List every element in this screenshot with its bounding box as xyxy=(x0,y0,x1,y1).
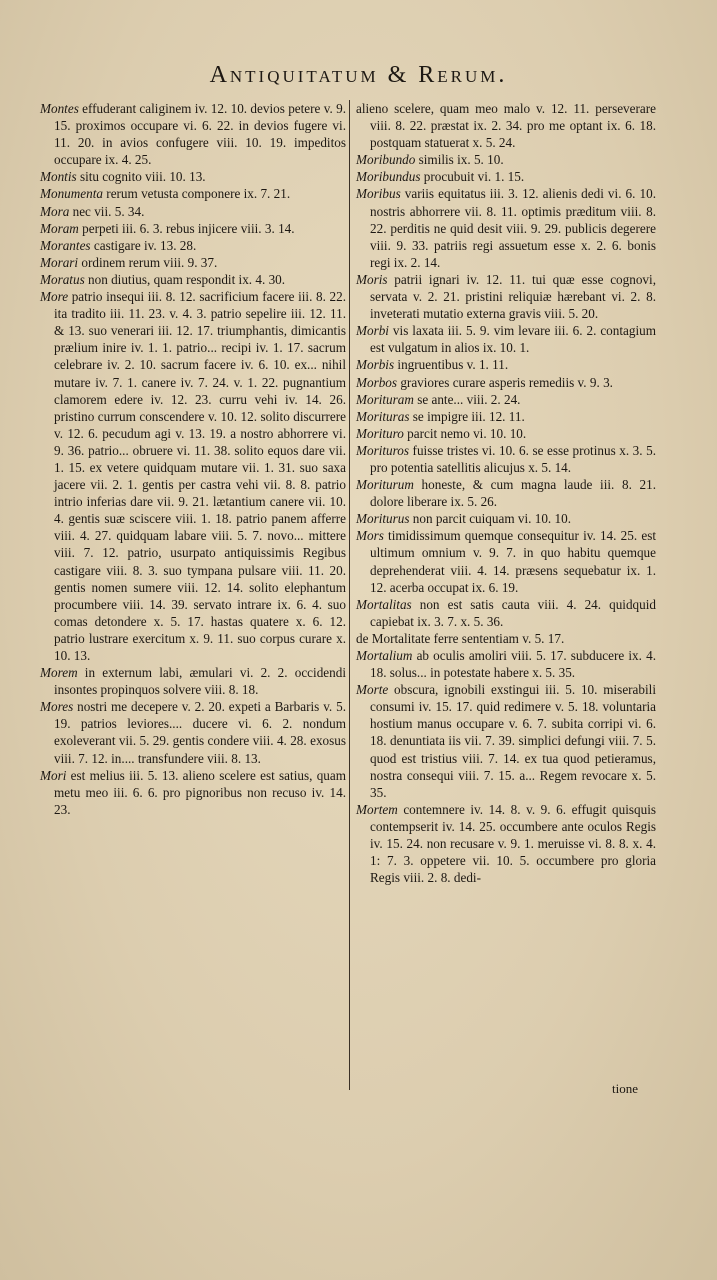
entry-headword: Morituram xyxy=(356,391,414,407)
entry-references: est melius iii. 5. 13. alieno scelere est satius, quam metu meo iii. 6. 6. pro pignoribus non recuso iv. 14. 23. xyxy=(54,767,346,817)
index-entry xyxy=(40,220,346,237)
index-entry xyxy=(356,510,656,527)
entry-references: parcit nemo vi. 10. 10. xyxy=(403,425,527,441)
index-entry xyxy=(356,681,656,801)
entry-headword: Morbis xyxy=(356,357,395,373)
entry-headword: Morbi xyxy=(356,323,389,339)
index-entry xyxy=(356,630,656,647)
index-entry xyxy=(356,596,656,630)
index-entry xyxy=(40,254,346,271)
entry-references: non parcit cuiquam vi. 10. 10. xyxy=(409,511,572,527)
right-column xyxy=(356,100,656,886)
entry-references: graviores curare asperis remediis v. 9. 3. xyxy=(397,374,613,390)
index-entry xyxy=(40,100,346,168)
entry-references: se ante... viii. 2. 24. xyxy=(413,391,521,407)
entry-references: fuisse tristes vi. 10. 6. se esse protinus x. 3. 5. pro potentia satellitis alicujus x. 5. 14. xyxy=(370,442,656,475)
index-entry xyxy=(356,322,656,356)
index-entry xyxy=(40,185,346,202)
entry-references: perpeti iii. 6. 3. rebus injicere viii. 3. 14. xyxy=(78,220,295,236)
entry-headword: Morbos xyxy=(356,374,398,390)
entry-headword: Moribundus xyxy=(356,169,421,185)
index-entry xyxy=(40,237,346,254)
index-entry xyxy=(40,203,346,220)
entry-references: castigare iv. 13. 28. xyxy=(90,237,197,253)
entry-headword: Moram xyxy=(40,220,79,236)
entry-references: nostri me decepere v. 2. 20. expeti a Barbaris v. 5. 19. patrios leviores.... ducere vi. 6. 2. nondum exoleverant vii. 5. 29. gentis condere viii. 4. 28. exosus viii. 7. 12. in.... transfundere viii. 8. 13. xyxy=(54,699,346,766)
entry-headword: Moriturus xyxy=(356,511,410,527)
entry-headword: Mortalitas xyxy=(356,596,412,612)
entry-references: vis laxata iii. 5. 9. vim levare iii. 6. 2. contagium est vulgatum in alios ix. 10. 1. xyxy=(370,323,656,356)
entry-references: rerum vetusta componere ix. 7. 21. xyxy=(103,186,291,202)
index-entry xyxy=(356,374,656,391)
entry-references: situ cognito viii. 10. 13. xyxy=(76,169,206,185)
entry-headword: Mors xyxy=(356,528,384,544)
entry-headword: Mora xyxy=(40,203,70,219)
entry-headword: Mortem xyxy=(356,801,398,817)
index-entry xyxy=(356,185,656,270)
index-entry xyxy=(356,425,656,442)
entry-references: effuderant caliginem iv. 12. 10. devios petere v. 9. 15. proximos occupare vi. 6. 22. in devios fugere vi. 11. 20. in avios confugere viii. 10. 19. impeditos occupare ix. 4. 25. xyxy=(54,101,346,168)
entry-references: obscura, ignobili exstingui iii. 5. 10. miserabili consumi iv. 15. 17. quid redimere v. 5. 18. voluntaria hostium manus occupare v. 6. 7. subita corripi vi. 6. 18. denuntiata iis vii. 7. 39. simplici defungi viii. 7. 5. quod est tristius viii. 7. 14. ex tua quod petieramus, nostra consequi viii. 7. 15. a... Regem revocare x. 5. 35. xyxy=(370,682,656,800)
entry-references: ingruentibus v. 1. 11. xyxy=(394,357,509,373)
entry-references: de Mortalitate ferre sententiam v. 5. 17. xyxy=(356,630,565,646)
left-column xyxy=(40,100,346,818)
entry-references: procubuit vi. 1. 15. xyxy=(420,169,525,185)
entry-headword: Morari xyxy=(40,254,79,270)
index-entry xyxy=(356,100,656,151)
entry-references: timidissimum quemque consequitur iv. 14. 25. est ultimum omnium v. 9. 7. in quo habitu quemque deprehenderat viii. 4. 14. præsens sequebatur ix. 1. 12. acerba occupat ix. 6. 19. xyxy=(370,528,656,595)
entry-headword: More xyxy=(40,289,69,305)
index-entry xyxy=(40,664,346,698)
entry-headword: Mortalium xyxy=(356,648,413,663)
entry-headword: Moratus xyxy=(40,271,85,287)
index-entry xyxy=(40,271,346,288)
entry-references: ab oculis amoliri viii. 5. 17. subducere ix. 4. 18. solus... in potestate habere x. 5. 35. xyxy=(370,648,656,681)
index-entry xyxy=(356,168,656,185)
index-entry xyxy=(356,647,656,681)
index-entry xyxy=(356,476,656,510)
entry-references: se impigre iii. 12. 11. xyxy=(409,408,525,424)
entry-headword: Moribundo xyxy=(356,152,416,168)
index-entry xyxy=(40,168,346,185)
entry-references: patrio insequi iii. 8. 12. sacrificium facere iii. 8. 22. ita tradito iii. 11. 23. v. 4. 3. patrio sepelire iii. 12. 11. & 13. suo venerari iii. 12. 17. triumphantis, dimicantis prælium inire iv. 1. 1. patrio... recipi iv. 1. 17. sacrum celebrare iv. 2. 10. sacrum facere iv. 6. 10. ex... nihil mutare iv. 7. 1. canere iv. 7. 24. v. 1. 22. pugnantium clamorem edere iv. 12. 23. curru vehi iv. 14. 26. pristino currum conscendere v. 10. 12. solito discurrere v. 12. 6. pecudum agi v. 13. 19. a nostro abhorrere vi. 9. 36. patrio... obruere vi. 11. 38. solito equos dare vii. 1. 15. ex vetere quidquam mutare vii. 1. 31. suo saxa jacere vii. 2. 1. gentis per castra vehi vii. 8. 8. patrio intrio inferias dare vii. 9. 21. lætantium canere vii. 10. 4. gentis suæ sciscere viii. 1. 18. patrio panem afferre viii. 4. 27. quidquam labare viii. 5. 7. novo... mittere viii. 7. 12. patrio, usurpato antiquissimis Regibus castigare viii. 8. 3. suo tympana pulsare viii. 11. 20. gentis nomen sumere viii. 12. 14. solito elephantum procumbere viii. 14. 39. servato intrare ix. 6. 4. suo comas detondere x. 5. 17. hastas quatere x. 6. 12. patrio lustrare exercitum x. 9. 11. suo corpus curare x. 10. 13. xyxy=(54,289,346,663)
entry-references: similis ix. 5. 10. xyxy=(415,152,504,168)
entry-headword: Moribus xyxy=(356,186,401,202)
index-entry xyxy=(356,271,656,322)
entry-headword: Montis xyxy=(40,169,77,185)
entry-headword: Moris xyxy=(356,271,388,287)
entry-references: variis equitatus iii. 3. 12. alienis dedi vi. 6. 10. nostris abhorrere vii. 8. 11. optimis præditum viii. 8. 22. perditis ne quid desit viii. 9. 29. publicis degerere viii. 9. 33. patriis regi assuetum esse x. 2. 6. bonis regi ix. 2. 14. xyxy=(370,186,656,270)
entry-references: nec vii. 5. 34. xyxy=(69,203,145,219)
entry-references: in externum labi, æmulari vi. 2. 2. occidendi insontes propinquos solvere viii. 8. 18. xyxy=(54,665,346,698)
entry-headword: Mores xyxy=(40,699,74,715)
entry-headword: Monumenta xyxy=(40,186,103,202)
column-rule xyxy=(349,100,350,1090)
index-entry xyxy=(356,408,656,425)
entry-headword: Mori xyxy=(40,767,67,783)
index-entry xyxy=(356,527,656,595)
running-head: Antiquitatum & Rerum. xyxy=(209,62,508,88)
index-entry xyxy=(356,391,656,408)
entry-headword: Montes xyxy=(40,101,79,116)
index-entry xyxy=(356,151,656,168)
entry-references: ordinem rerum viii. 9. 37. xyxy=(78,254,218,270)
catchword: tione xyxy=(612,1081,638,1096)
index-entry xyxy=(356,356,656,373)
entry-headword: Morituras xyxy=(356,408,410,424)
entry-headword: Moriturum xyxy=(356,477,414,493)
entry-headword: Morituros xyxy=(356,442,410,458)
entry-headword: Morituro xyxy=(356,425,404,441)
index-entry xyxy=(40,288,346,664)
index-entry xyxy=(356,801,656,886)
entry-headword: Morem xyxy=(40,665,78,681)
index-entry xyxy=(40,767,346,818)
entry-headword: Morte xyxy=(356,682,389,698)
entry-references: contemnere iv. 14. 8. v. 9. 6. effugit quisquis contempserit iv. 14. 25. occumbere ante oculos Regis iv. 15. 24. non recusare v. 9. 1. meruisse vi. 8. 8. x. 4. 1: 7. 3. oppetere vii. 10. 5. occumbere pro gloria Regis viii. 2. 8. dedi- xyxy=(370,801,656,886)
index-entry xyxy=(40,698,346,766)
entry-references: alieno scelere, quam meo malo v. 12. 11. perseverare viii. 8. 22. præstat ix. 2. 34. pro me optant ix. 6. 18. postquam statuerat x. 5. 24. xyxy=(356,101,656,151)
entry-references: non diutius, quam respondit ix. 4. 30. xyxy=(84,271,286,287)
entry-headword: Morantes xyxy=(40,237,91,253)
index-entry xyxy=(356,442,656,476)
entry-references: non est satis cauta viii. 4. 24. quidquid capiebat ix. 3. 7. x. 5. 36. xyxy=(370,596,656,629)
entry-references: patrii ignari iv. 12. 11. tui quæ esse cognovi, servata v. 2. 21. pristini reliquiæ hærebant vi. 2. 8. inveterati mutatio externa gravis viii. 5. 20. xyxy=(370,271,656,322)
entry-references: honeste, & cum magna laude iii. 8. 21. dolore liberare ix. 5. 26. xyxy=(370,477,656,510)
